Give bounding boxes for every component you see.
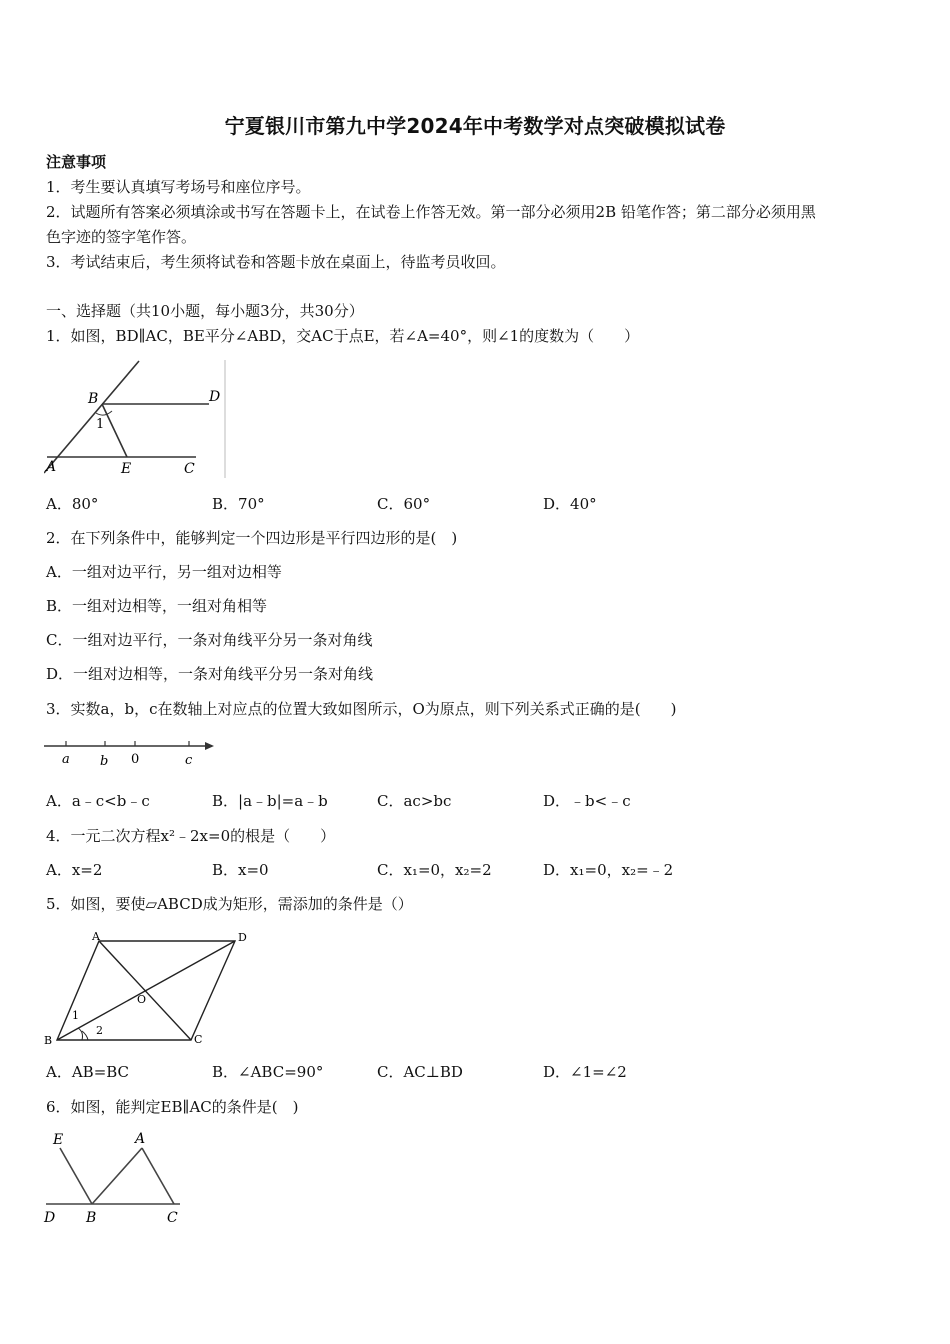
q6-label-d: D: [44, 1210, 56, 1226]
q1-label-b: B: [88, 391, 99, 407]
q5-label-c: C: [194, 1033, 203, 1046]
q3-option-d[interactable]: D．﹣b<﹣c: [543, 792, 631, 810]
page-title: 宁夏银川市第九中学2024年中考数学对点突破模拟试卷: [224, 114, 726, 138]
q1-figure: [44, 358, 229, 484]
q3-stem: 3．实数a，b，c在数轴上对应点的位置大致如图所示，O为原点，则下列关系式正确的是( ): [46, 700, 677, 718]
q3-label-a: a: [62, 752, 70, 767]
q6-stem: 6．如图，能判定EB∥AC的条件是( ): [46, 1098, 299, 1116]
section-heading: 一、选择题（共10小题，每小题3分，共30分）: [46, 302, 364, 320]
q5-option-a[interactable]: A．AB=BC: [46, 1063, 130, 1081]
q2-option-a[interactable]: A．一组对边平行，另一组对边相等: [46, 563, 282, 581]
q3-label-origin: 0: [131, 752, 140, 767]
q1-option-c[interactable]: C．60°: [377, 495, 431, 513]
q1-option-b[interactable]: B．70°: [212, 495, 265, 513]
q3-label-c: c: [185, 753, 193, 768]
q5-label-angle1: 1: [72, 1009, 79, 1022]
notice-item-1: 1．考生要认真填写考场号和座位序号。: [46, 178, 311, 196]
q5-option-d[interactable]: D．∠1=∠2: [543, 1063, 627, 1081]
q5-figure: [42, 928, 252, 1052]
q5-option-b[interactable]: B．∠ABC=90°: [212, 1063, 324, 1081]
q5-label-o: O: [137, 993, 147, 1006]
q3-option-b[interactable]: B．|a﹣b|=a﹣b: [212, 792, 328, 810]
q1-option-d[interactable]: D．40°: [543, 495, 597, 513]
q4-option-a[interactable]: A．x=2: [46, 861, 103, 879]
q6-label-a: A: [135, 1131, 146, 1147]
q6-label-e: E: [53, 1132, 64, 1148]
q1-label-e: E: [121, 461, 132, 477]
q2-option-c[interactable]: C．一组对边平行，一条对角线平分另一条对角线: [46, 631, 373, 649]
q4-option-d[interactable]: D．x₁=0，x₂=﹣2: [543, 861, 674, 879]
notice-item-2-cont: 色字迹的签字笔作答。: [46, 228, 197, 246]
q4-option-c[interactable]: C．x₁=0，x₂=2: [377, 861, 492, 879]
q5-label-angle2: 2: [96, 1024, 103, 1037]
q5-label-b: B: [44, 1034, 53, 1047]
q2-stem: 2．在下列条件中，能够判定一个四边形是平行四边形的是( ): [46, 529, 458, 547]
q5-option-c[interactable]: C．AC⊥BD: [377, 1063, 463, 1081]
notice-heading: 注意事项: [46, 153, 107, 171]
q1-label-c: C: [184, 461, 195, 477]
notice-item-3: 3．考试结束后，考生须将试卷和答题卡放在桌面上，待监考员收回。: [46, 253, 506, 271]
q1-option-a[interactable]: A．80°: [46, 495, 99, 513]
q5-label-a: A: [92, 930, 100, 943]
q4-stem: 4．一元二次方程x²﹣2x=0的根是（ ）: [46, 827, 336, 845]
q4-option-b[interactable]: B．x=0: [212, 861, 269, 879]
q1-stem: 1．如图，BD∥AC，BE平分∠ABD，交AC于点E，若∠A=40°，则∠1的度数为（ ）: [46, 327, 640, 345]
q3-number-line: [44, 736, 219, 776]
q1-label-angle1: 1: [96, 417, 105, 432]
q1-label-a: A: [46, 459, 57, 475]
q6-label-b: B: [86, 1210, 97, 1226]
q1-label-d: D: [209, 389, 221, 405]
q6-figure: [42, 1128, 187, 1232]
q2-option-b[interactable]: B．一组对边相等，一组对角相等: [46, 597, 268, 615]
notice-item-2: 2．试题所有答案必须填涂或书写在答题卡上，在试卷上作答无效。第一部分必须用2B 铅笔作答；第二部分必须用黑: [46, 203, 816, 221]
q3-option-a[interactable]: A．a﹣c<b﹣c: [46, 792, 150, 810]
q5-stem: 5．如图，要使▱ABCD成为矩形，需添加的条件是（）: [46, 895, 413, 913]
q6-label-c: C: [167, 1210, 178, 1226]
q2-option-d[interactable]: D．一组对边相等，一条对角线平分另一条对角线: [46, 665, 374, 683]
q3-option-c[interactable]: C．ac>bc: [377, 792, 452, 810]
q5-label-d: D: [238, 931, 247, 944]
q3-label-b: b: [100, 754, 109, 769]
